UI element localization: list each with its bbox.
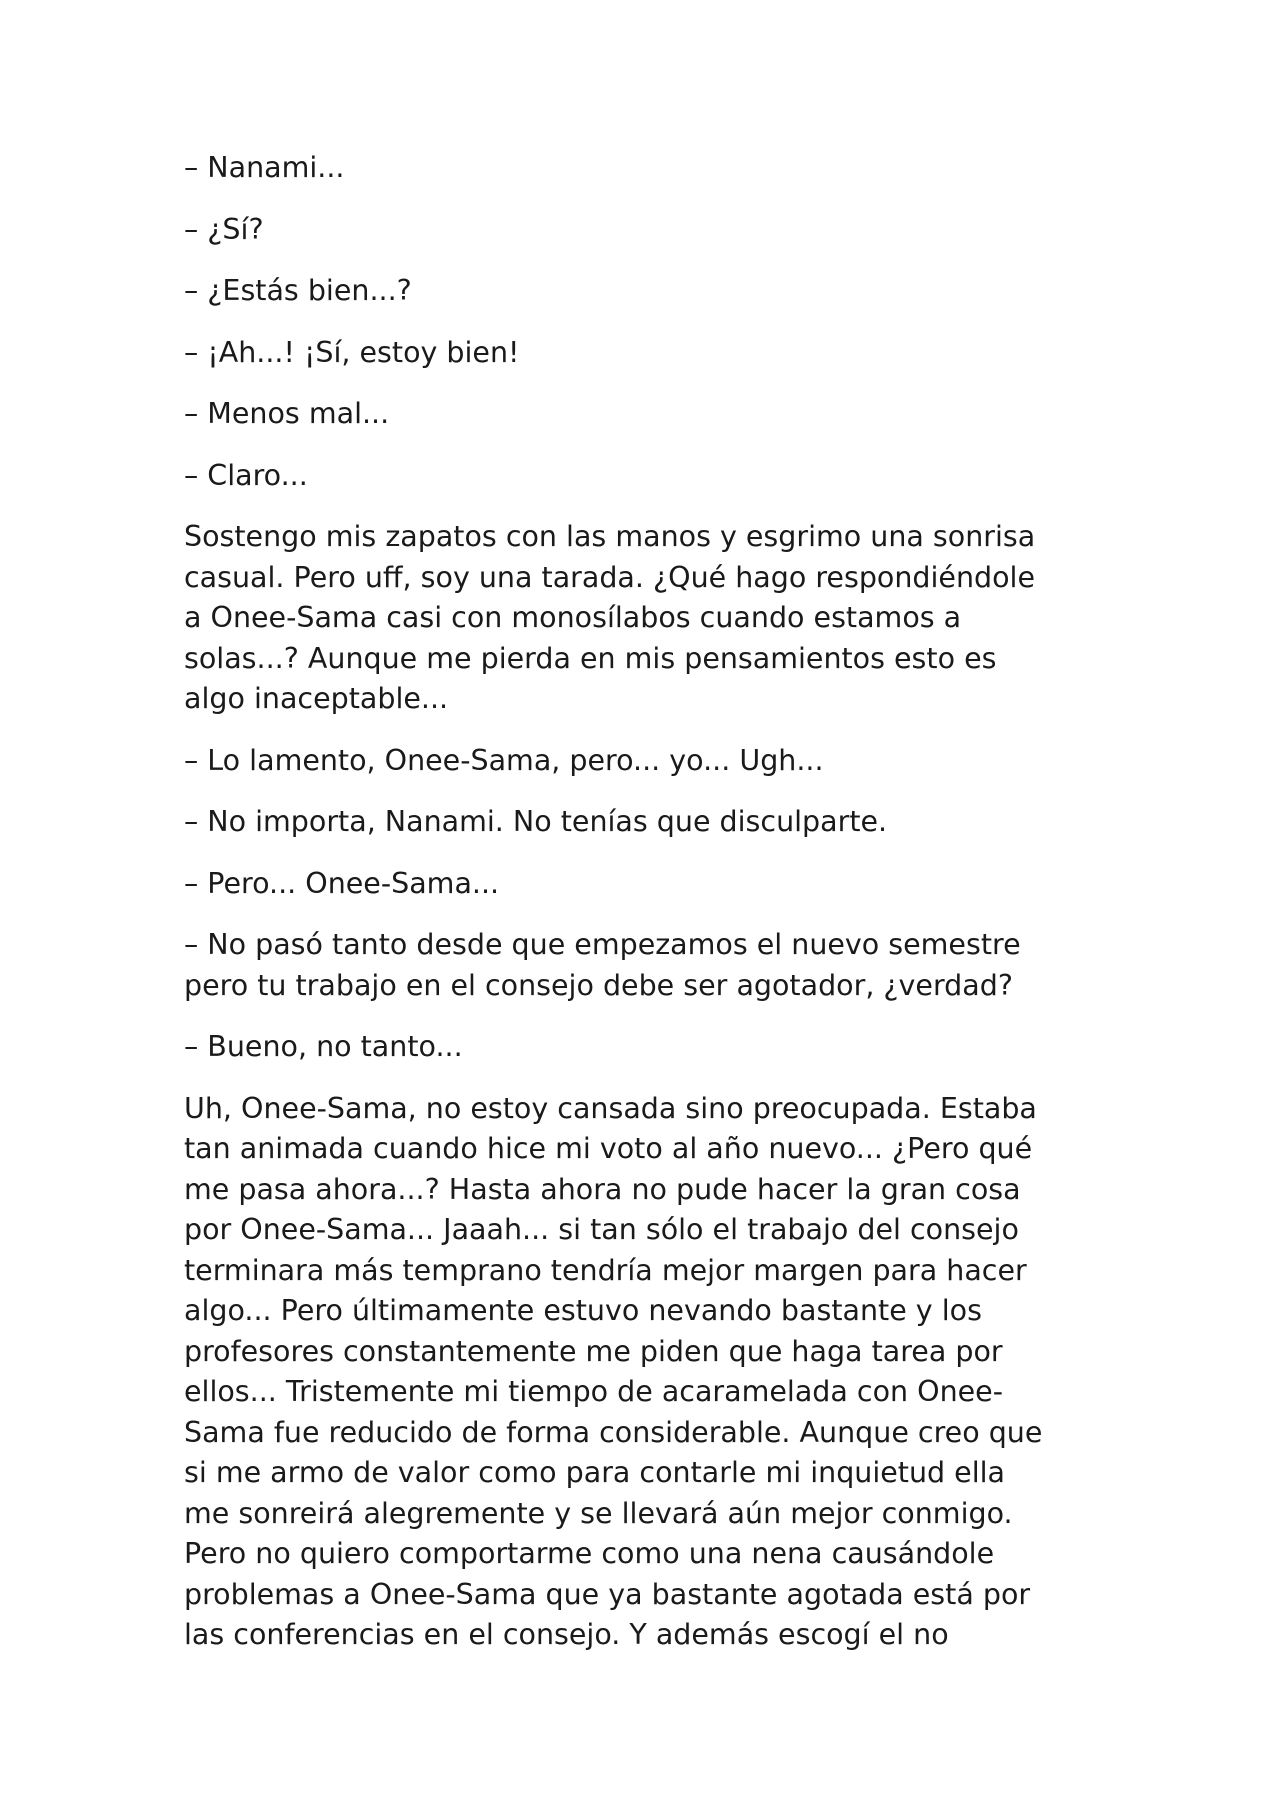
dialogue-line: – Bueno, no tanto... (184, 1030, 463, 1063)
paragraph-line: a Onee-Sama casi con monosílabos cuando estamos a (184, 601, 962, 634)
paragraph-line: solas...? Aunque me pierda en mis pensamientos esto es (184, 641, 997, 675)
paragraph-line: terminara más temprano tendría mejor margen para hacer (184, 1253, 1027, 1287)
paragraph-line: me pasa ahora...? Hasta ahora no pude hacer la gran cosa (184, 1172, 1021, 1206)
narration-paragraph (184, 1089, 1114, 1656)
paragraph-line: me sonreirá alegremente y se llevará aún mejor conmigo. (184, 1496, 1013, 1530)
paragraph-line: Sostengo mis zapatos con las manos y esgrimo una sonrisa (184, 520, 1036, 553)
dialogue-line: – No importa, Nanami. No tenías que disculparte. (184, 805, 888, 838)
paragraph-line: por Onee-Sama... Jaaah... si tan sólo el trabajo del consejo (184, 1213, 1019, 1246)
paragraph-line: profesores constantemente me piden que haga tarea por (184, 1334, 1003, 1368)
document-page (184, 148, 1114, 1677)
narration-paragraph (184, 517, 1114, 720)
dialogue-line: – ¿Estás bien...? (184, 274, 412, 307)
paragraph-line: ellos... Tristemente mi tiempo de acaramelada con Onee- (184, 1375, 1003, 1408)
paragraph-line: algo inaceptable... (184, 682, 449, 715)
paragraph-line: algo... Pero últimamente estuvo nevando bastante y los (184, 1294, 982, 1327)
dialogue-paragraph (184, 925, 1114, 1006)
dialogue-line: – Pero... Onee-Sama... (184, 866, 500, 900)
paragraph-line: tan animada cuando hice mi voto al año nuevo... ¿Pero qué (184, 1132, 1033, 1165)
paragraph-line: – No pasó tanto desde que empezamos el nuevo semestre (184, 928, 1021, 961)
dialogue-line: – ¿Sí? (184, 212, 264, 246)
paragraph-line: Pero no quiero comportarme como una nena causándole (184, 1537, 995, 1570)
dialogue-line: – Nanami... (184, 151, 345, 184)
dialogue-line: – Claro... (184, 458, 308, 492)
paragraph-line: las conferencias en el consejo. Y además escogí el no (184, 1618, 949, 1651)
paragraph-line: si me armo de valor como para contarle mi inquietud ella (184, 1456, 1006, 1489)
paragraph-line: casual. Pero uff, soy una tarada. ¿Qué hago respondiéndole (184, 560, 1035, 594)
dialogue-line: – Menos mal... (184, 397, 390, 430)
dialogue-line: – Lo lamento, Onee-Sama, pero... yo... Ugh... (184, 743, 824, 777)
dialogue-line: – ¡Ah...! ¡Sí, estoy bien! (184, 335, 520, 369)
paragraph-line: problemas a Onee-Sama que ya bastante agotada está por (184, 1577, 1031, 1611)
paragraph-line: Uh, Onee-Sama, no estoy cansada sino preocupada. Estaba (184, 1091, 1037, 1125)
paragraph-line: pero tu trabajo en el consejo debe ser agotador, ¿verdad? (184, 968, 1013, 1002)
paragraph-line: Sama fue reducido de forma considerable. Aunque creo que (184, 1415, 1043, 1449)
